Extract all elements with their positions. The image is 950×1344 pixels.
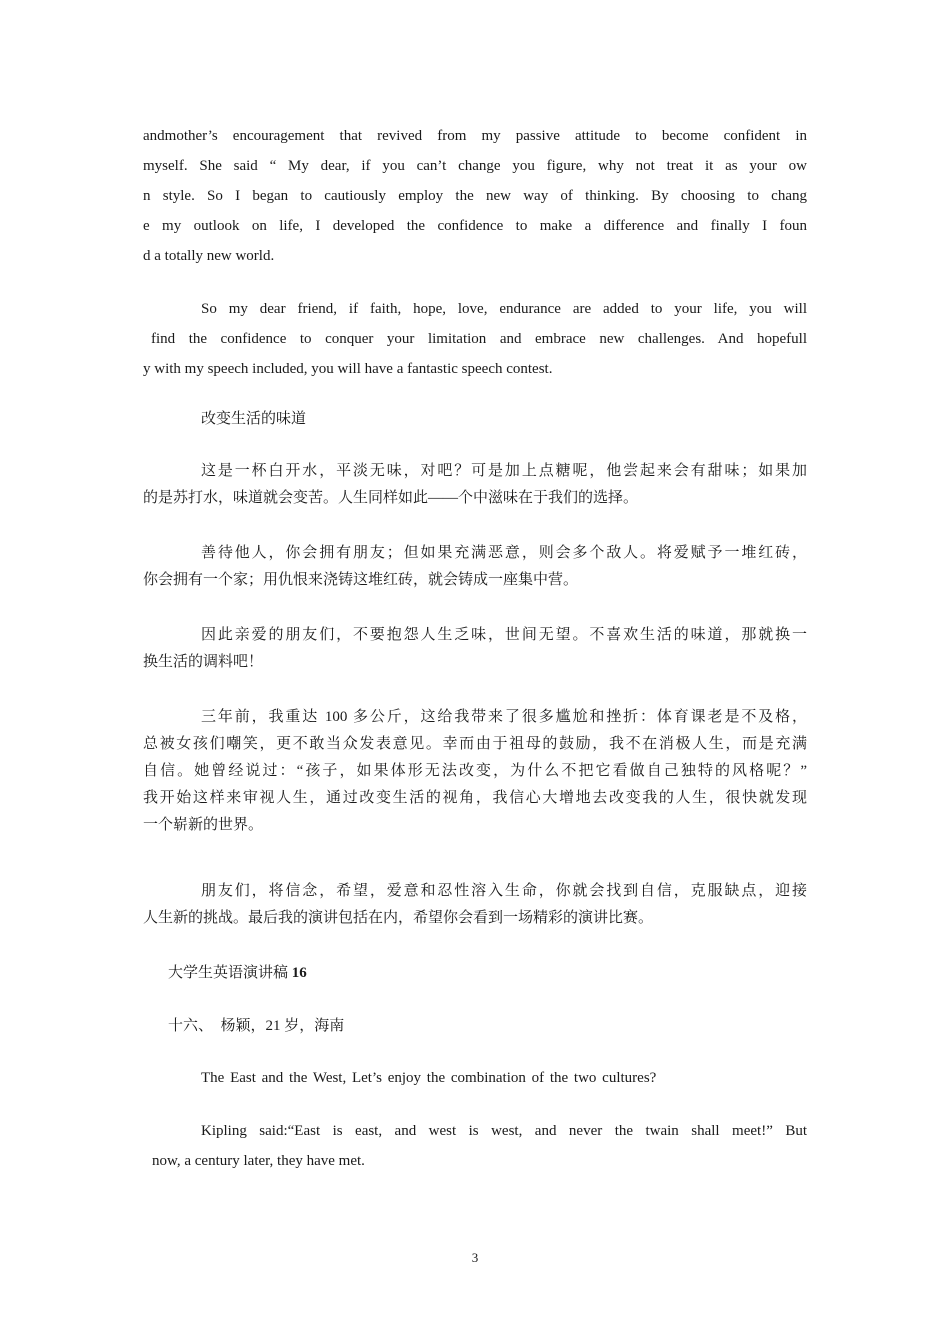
speech-title: The East and the West, Let’s enjoy the combination of the two cultures? — [201, 1070, 657, 1086]
text-line: find the confidence to conquer your limitation and embrace new challenges. And hopefull — [151, 331, 807, 347]
chinese-paragraph-4 — [143, 704, 807, 839]
text-line: 三年前，我重达 100 多公斤，这给我带来了很多尴尬和挫折：体育课老是不及格， — [201, 709, 807, 725]
text-line: 总被女孩们嘲笑，更不敢当众发表意见。幸而由于祖母的鼓励，我不在消极人生，而是充满 — [143, 736, 807, 752]
english-conclusion-paragraph — [143, 294, 807, 384]
chinese-paragraph-1 — [143, 458, 807, 512]
text-line: 一个崭新的世界。 — [143, 817, 264, 833]
text-line: 自信。她曾经说过：“孩子，如果体形无法改变，为什么不把它看做自己独特的风格呢？” — [143, 763, 807, 779]
text-line: 善待他人，你会拥有朋友；但如果充满恶意，则会多个敌人。将爱赋予一堆红砖， — [201, 545, 807, 561]
text-line: y with my speech included, you will have a fantastic speech contest. — [143, 361, 553, 377]
text-line: 的是苏打水，味道就会变苦。人生同样如此——个中滋味在于我们的选择。 — [143, 490, 639, 506]
section-heading-number: 16 — [291, 965, 307, 981]
text-line: d a totally new world. — [143, 248, 275, 264]
text-line: 这是一杯白开水，平淡无味，对吧？可是加上点糖呢，他尝起来会有甜味；如果加 — [201, 463, 807, 479]
text-line: n style. So I began to cautiously employ the new way of thinking. By choosing to chang — [143, 188, 807, 204]
text-line: myself. She said “ My dear, if you can’t change you figure, why not treat it as your ow — [143, 158, 807, 174]
chinese-paragraph-3 — [143, 622, 807, 676]
chinese-paragraph-2 — [143, 540, 807, 594]
english-continuation-paragraph — [143, 121, 807, 271]
text-line: 朋友们，将信念，希望，爱意和忍性溶入生命，你就会找到自信，克服缺点，迎接 — [201, 883, 807, 899]
section-heading — [168, 961, 668, 985]
text-line: Kipling said:“East is east, and west is west, and never the twain shall meet!” But — [201, 1123, 807, 1139]
text-line: So my dear friend, if faith, hope, love, endurance are added to your life, you will — [201, 301, 807, 317]
text-line: 你会拥有一个家；用仇恨来浇铸这堆红砖，就会铸成一座集中营。 — [143, 572, 579, 588]
text-line: andmother’s encouragement that revived from my passive attitude to become confident in — [143, 128, 807, 144]
text-line: e my outlook on life, I developed the confidence to make a difference and finally I foun — [143, 218, 807, 234]
text-line: 因此亲爱的朋友们，不要抱怨人生乏味，世间无望。不喜欢生活的味道，那就换一 — [201, 627, 807, 643]
section-heading-text: 大学生英语演讲稿 — [168, 965, 289, 981]
chinese-speech-title: 改变生活的味道 — [201, 411, 307, 427]
chinese-paragraph-5 — [143, 878, 807, 932]
speaker-line: 十六、 杨颖，21 岁，海南 — [168, 1018, 345, 1034]
page-number: 3 — [471, 1250, 479, 1265]
text-line: now, a century later, they have met. — [152, 1153, 365, 1169]
text-line: 换生活的调料吧！ — [143, 654, 264, 670]
speech-paragraph-1 — [143, 1116, 807, 1176]
text-line: 我开始这样来审视人生，通过改变生活的视角，我信心大增地去改变我的人生，很快就发现 — [143, 790, 807, 806]
text-line: 人生新的挑战。最后我的演讲包括在内，希望你会看到一场精彩的演讲比赛。 — [143, 910, 654, 926]
